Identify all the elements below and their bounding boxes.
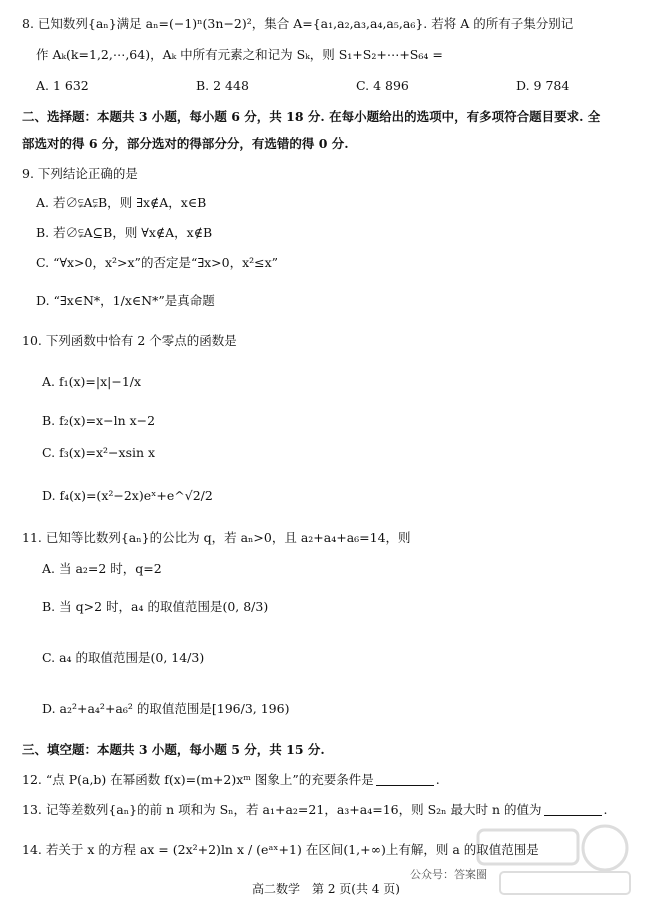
q8-line1: 8. 已知数列{aₙ}满足 aₙ=(−1)ⁿ(3n−2)²，集合 A={a₁,a₂,a₃,a₄,a₅,a₆}. 若将 A 的所有子集分别记 — [22, 16, 574, 31]
q11-option-a: A. 当 a₂=2 时，q=2 — [42, 561, 162, 576]
q9-option-d: D. “∃x∈N*，1/x∈N*”是真命题 — [36, 293, 215, 308]
q14-text: 14. 若关于 x 的方程 ax = (2x²+2)ln x / (eᵃˣ+1) 在区间(1,+∞)上有解，则 a 的取值范围是 — [22, 842, 539, 857]
q8-line2: 作 Aₖ(k=1,2,⋯,64)，Aₖ 中所有元素之和记为 Sₖ，则 S₁+S₂+⋯+S₆₄ = — [36, 47, 443, 62]
q9-option-c: C. “∀x>0，x²>x”的否定是“∃x>0，x²≤x” — [36, 255, 279, 270]
q13-text: 13. 记等差数列{aₙ}的前 n 项和为 Sₙ，若 a₁+a₂=21，a₃+a₄=16，则 S₂ₙ 最大时 n 的值为 — [22, 802, 542, 817]
section2-line1: 二、选择题：本题共 3 小题，每小题 6 分，共 18 分. 在每小题给出的选项中，有多项符合题目要求. 全 — [22, 109, 601, 124]
q11-option-c: C. a₄ 的取值范围是(0, 14/3) — [42, 650, 205, 665]
q10-stem: 10. 下列函数中恰有 2 个零点的函数是 — [22, 333, 237, 348]
section2-line2: 部选对的得 6 分，部分选对的得部分分，有选错的得 0 分. — [22, 136, 349, 151]
page-footer: 高二数学 第 2 页(共 4 页) — [252, 882, 400, 896]
q12-line — [22, 772, 440, 788]
q9-option-a: A. 若∅⫋A⫋B，则 ∃x∉A，x∈B — [36, 195, 207, 210]
q10-option-b: B. f₂(x)=x−ln x−2 — [42, 413, 156, 428]
q8-option-b: B. 2 448 — [196, 78, 249, 93]
q13-end: . — [603, 802, 608, 817]
q12-end: . — [435, 772, 440, 787]
q11-option-d: D. a₂²+a₄²+a₆² 的取值范围是[196/3, 196) — [42, 701, 290, 716]
q9-stem: 9. 下列结论正确的是 — [22, 166, 138, 181]
q8-option-c: C. 4 896 — [356, 78, 409, 93]
q12-text: 12. “点 P(a,b) 在幂函数 f(x)=(m+2)xᵐ 图象上”的充要条件是 — [22, 772, 374, 787]
q12-answer-blank[interactable] — [376, 773, 434, 786]
section3-heading: 三、填空题：本题共 3 小题，每小题 5 分，共 15 分. — [22, 742, 325, 757]
watermark-text: 公众号：答案圈 — [410, 868, 487, 881]
q10-option-a: A. f₁(x)=|x|−1/x — [42, 374, 142, 389]
q13-answer-blank[interactable] — [544, 803, 602, 816]
q11-stem: 11. 已知等比数列{aₙ}的公比为 q，若 aₙ>0，且 a₂+a₄+a₆=14，则 — [22, 530, 411, 545]
q10-option-d: D. f₄(x)=(x²−2x)eˣ+e^√2/2 — [42, 488, 213, 503]
q14-line — [22, 842, 539, 858]
q9-option-b: B. 若∅⫋A⊆B，则 ∀x∉A，x∉B — [36, 225, 213, 240]
q8-option-a: A. 1 632 — [36, 78, 89, 93]
q10-option-c: C. f₃(x)=x²−xsin x — [42, 445, 156, 460]
q8-option-d: D. 9 784 — [516, 78, 570, 93]
q11-option-b: B. 当 q>2 时，a₄ 的取值范围是(0, 8/3) — [42, 599, 269, 614]
q13-line — [22, 802, 608, 818]
